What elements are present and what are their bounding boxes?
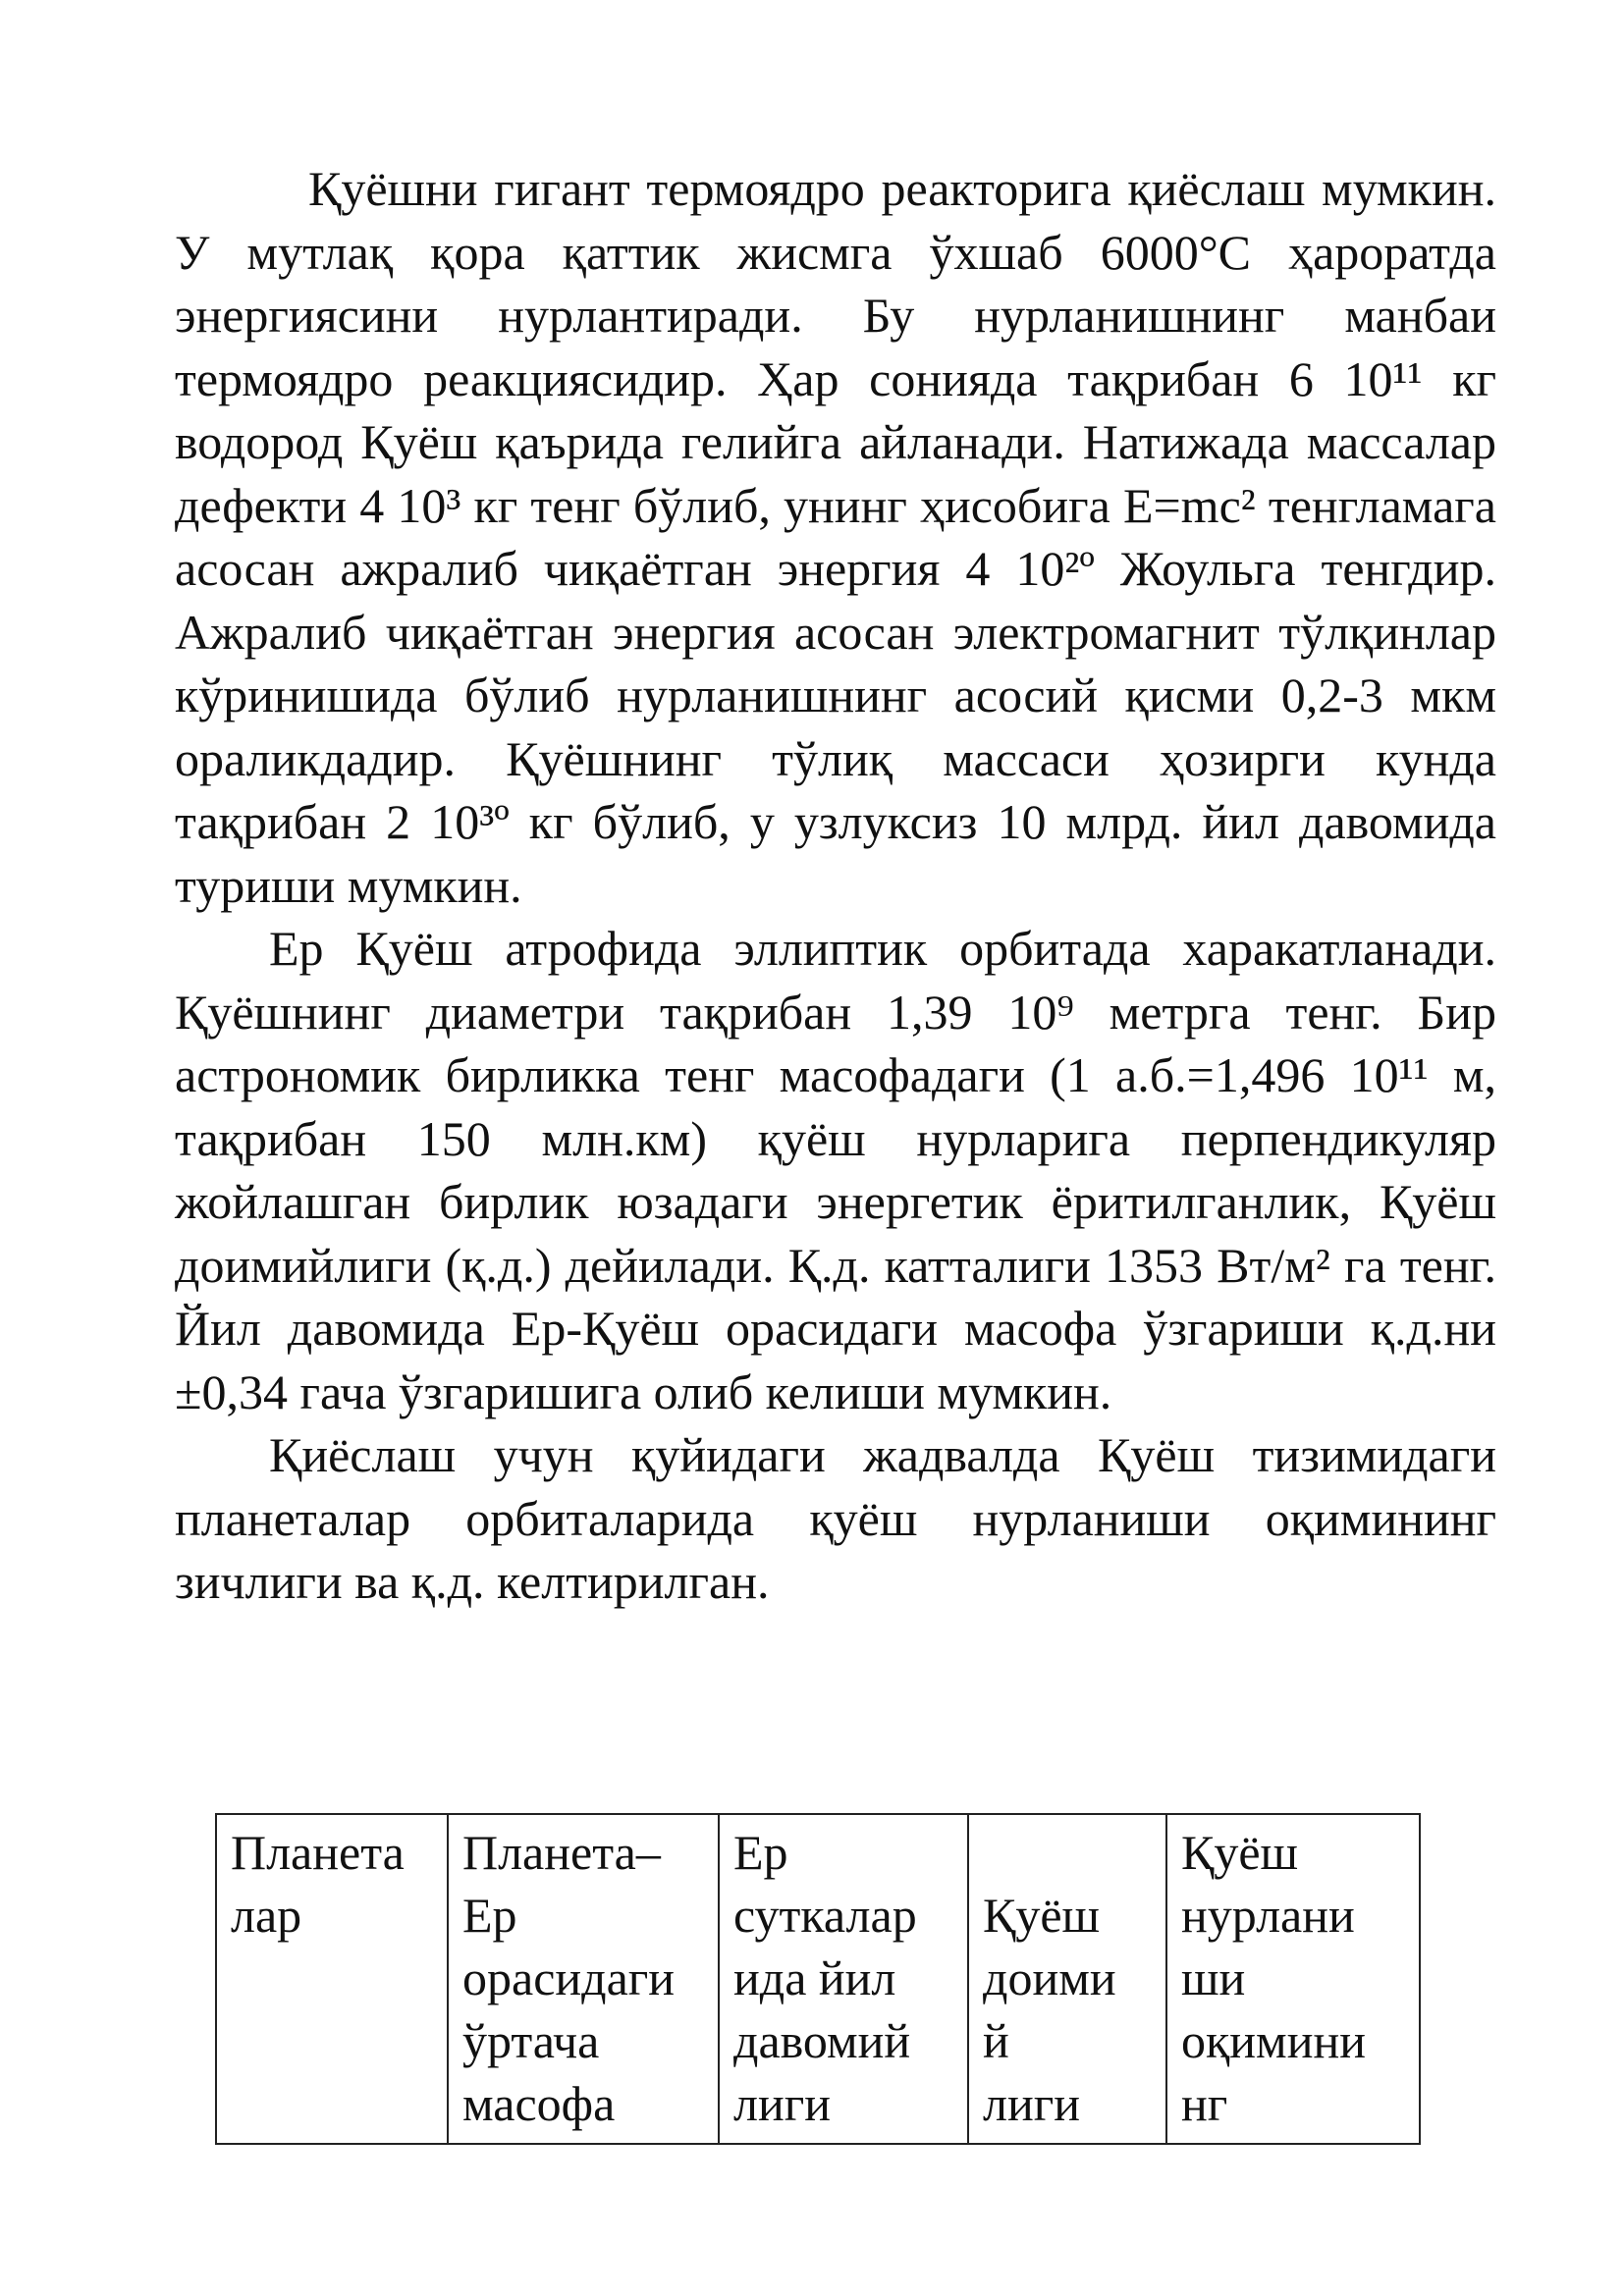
- planets-table: [215, 1813, 1421, 2145]
- header-cell-radiation-flux: Қуёш нурлани ши оқимини нг: [1166, 1814, 1420, 2144]
- header-cell-solar-constant: Қуёш доими й лиги: [968, 1814, 1166, 2144]
- paragraph-table-intro: Қиёслаш учун қуйидаги жадвалда Қуёш тизимидаги планеталар орбиталарида қуёш нурланиши оқимининг зичлиги ва қ.д. келтирилган.: [175, 1427, 1496, 1609]
- document-body: [175, 157, 1496, 1614]
- header-cell-year-length: Ер суткалар ида йил давомий лиги: [719, 1814, 968, 2144]
- header-cell-planets: Планета лар: [216, 1814, 448, 2144]
- header-cell-distance: Планета– Ер орасидаги ўртача масофа: [448, 1814, 719, 2144]
- paragraph-earth-orbit: Ер Қуёш атрофида эллиптик орбитада харакатланади. Қуёшнинг диаметри тақрибан 1,39 10⁹ метрга тенг. Бир астрономик бирликка тенг масофадаги (1 а.б.=1,496 10¹¹ м, тақрибан 150 млн.км) қуёш нурларига перпендикуляр жойлашган бирлик юзадаги энергетик ёритилганлик, Қуёш доимийлиги (қ.д.) дейилади. Қ.д. катталиги 1353 Вт/м² га тенг. Йил давомида Ер-Қуёш орасидаги масофа ўзгариши қ.д.ни ±0,34 гача ўзгаришига олиб келиши мумкин.: [175, 921, 1496, 1419]
- paragraph-sun-reactor: Қуёшни гигант термоядро реакторига қиёслаш мумкин. У мутлақ қора қаттик жисмга ўхшаб 6000°С ҳароратда энергиясини нурлантиради. Бу нурланишнинг манбаи термоядро реакциясидир. Ҳар сонияда тақрибан 6 10¹¹ кг водород Қуёш қаърида гелийга айланади. Натижада массалар дефекти 4 10³ кг тенг бўлиб, унинг ҳисобига Е=mc² тенгламага асосан ажралиб чиқаётган энергия 4 10²º Жоульга тенгдир. Ажралиб чиқаётган энергия асосан электромагнит тўлқинлар кўринишида бўлиб нурланишнинг асосий қисми 0,2-3 мкм ораликдадир. Қуёшнинг тўлиқ массаси ҳозирги кунда тақрибан 2 10³º кг бўлиб, у узлуксиз 10 млрд. йил давомида туриши мумкин.: [175, 161, 1496, 913]
- table-header-row: [216, 1814, 1420, 2144]
